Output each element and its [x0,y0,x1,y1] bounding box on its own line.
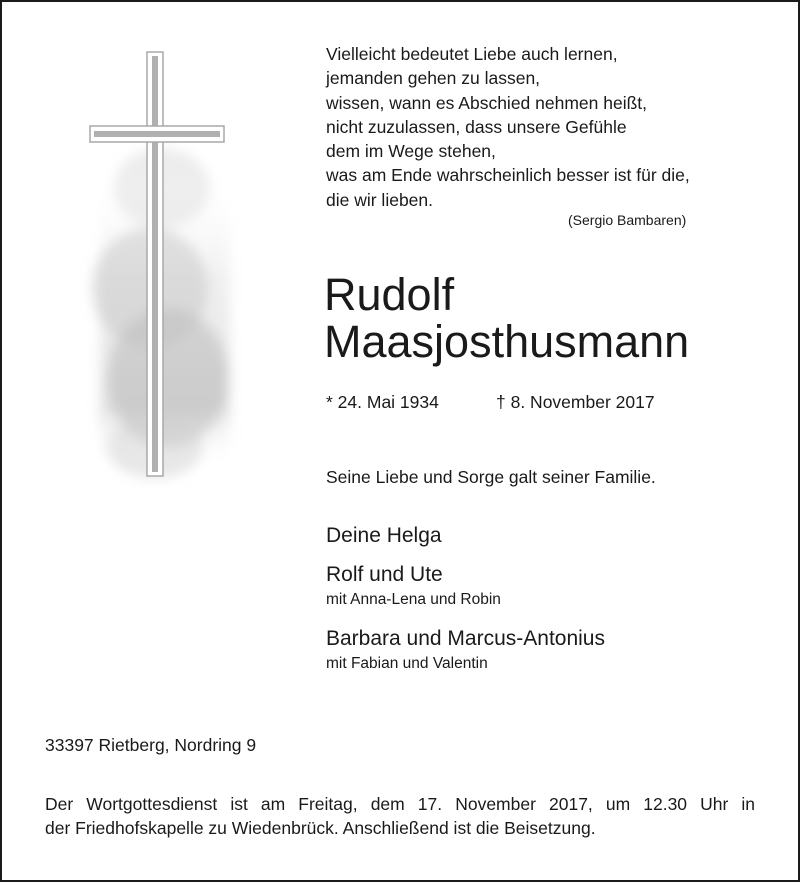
address: 33397 Rietberg, Nordring 9 [45,735,257,755]
motto: Seine Liebe und Sorge galt seiner Familie. [326,467,656,487]
poem-line: Vielleicht bedeutet Liebe auch lernen, [326,44,618,64]
mourner-sub: mit Anna-Lena und Robin [326,591,501,608]
deceased-last-name: Maasjosthusmann [324,316,690,367]
poem-line: dem im Wege stehen, [326,141,496,162]
service-line: der Friedhofskapelle zu Wiedenbrück. Anschließend ist die Beisetzung. [45,818,596,838]
cross-icon [80,48,250,488]
deceased-first-name: Rudolf [324,269,455,320]
poem-line: wissen, wann es Abschied nehmen heißt, [326,92,648,113]
poem-line: was am Ende wahrscheinlich besser ist für die, [326,165,690,186]
birth-date: * 24. Mai 1934 [326,392,439,412]
mourner-main: Deine Helga [326,524,442,547]
poem [326,42,766,212]
service-info [45,792,755,840]
poem-line: die wir lieben. [326,189,433,210]
deceased-name [324,271,689,365]
death-date: † 8. November 2017 [496,392,655,412]
cross-vertical-inlay [152,56,158,472]
mourner-main: Barbara und Marcus-Antonius [326,627,605,650]
mourner-group [326,626,605,674]
cross-illustration [80,48,250,488]
mourner-group [326,562,501,610]
service-line: Der Wortgottesdienst ist am Freitag, dem 17. November 2017, um 12.30 Uhr in [45,794,755,814]
poem-line: jemanden gehen zu lassen, [326,68,541,89]
mourner-group [326,523,442,549]
mourner-main: Rolf und Ute [326,563,443,586]
poem-line: nicht zuzulassen, dass unsere Gefühle [326,116,627,137]
mourner-sub: mit Fabian und Valentin [326,655,488,672]
poem-author: (Sergio Bambaren) [568,212,687,228]
